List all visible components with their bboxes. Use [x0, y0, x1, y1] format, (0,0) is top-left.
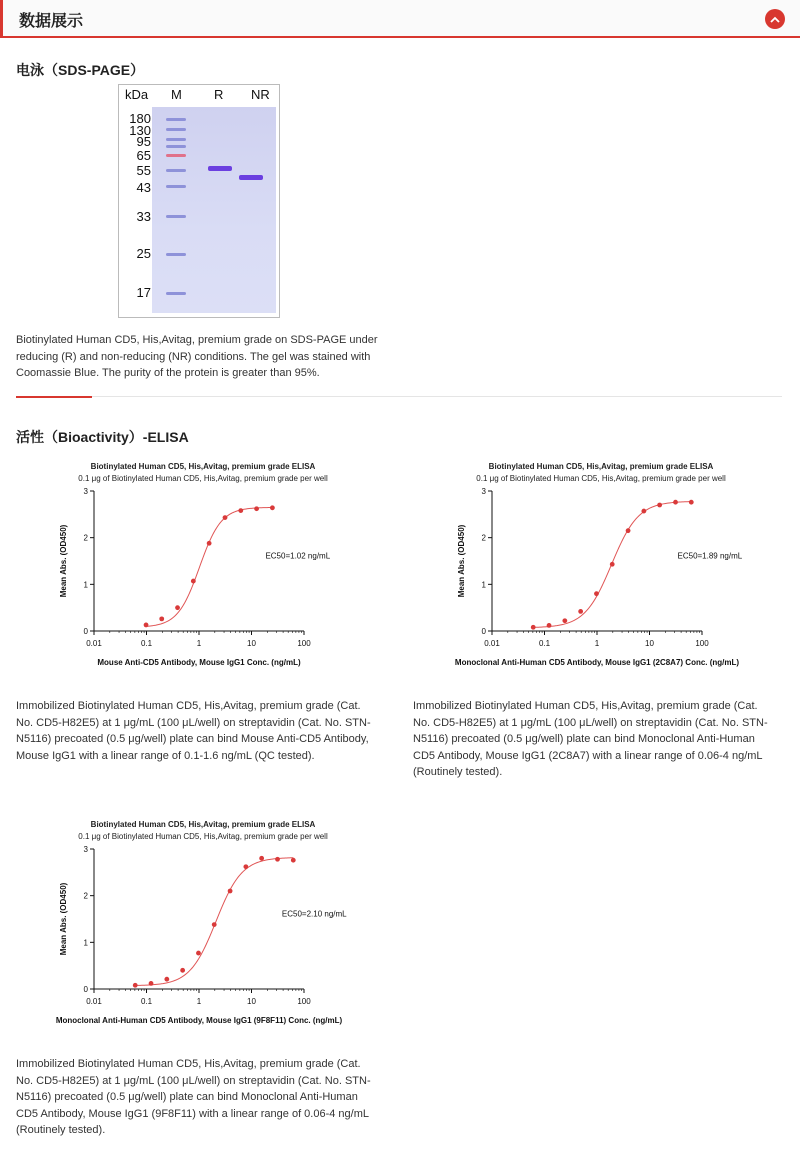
collapse-button[interactable] [765, 9, 785, 29]
y-tick-label: 1 [481, 580, 486, 590]
data-point [275, 857, 280, 862]
y-tick-label: 3 [481, 487, 486, 496]
data-point [223, 515, 228, 520]
data-point [243, 864, 248, 869]
mw-marker-label: 180 [129, 111, 151, 126]
x-tick-label: 0.1 [140, 997, 153, 1006]
ec50-annotation: EC50=2.10 ng/mL [281, 909, 347, 919]
chart-subtitle: 0.1 μg of Biotinylated Human CD5, His,Avitag, premium grade per well [78, 474, 328, 483]
mw-marker-label: 33 [136, 209, 151, 224]
caption-line: Coomassie Blue. The purity of the protein is greater than 95%. [16, 367, 320, 379]
y-tick-label: 2 [83, 533, 88, 543]
caption-line: N5116) precoated (0.5 μg/well) plate can bind Mouse Anti-CD5 Antibody, [16, 733, 369, 745]
x-tick-label: 1 [196, 997, 202, 1006]
elisa-caption-3 [16, 1056, 371, 1139]
y-tick-label: 0 [83, 985, 88, 994]
gel-lane-m-label: M [171, 87, 182, 102]
data-point [689, 500, 694, 505]
y-tick-label: 1 [83, 580, 88, 590]
y-tick-label: 3 [83, 487, 88, 496]
caption-line: N5116) precoated (0.5 μg/well) plate can bind Monoclonal Anti-Human [16, 1091, 358, 1103]
x-tick-label: 100 [695, 639, 709, 648]
ladder-band [166, 215, 186, 218]
gel-lanes [152, 107, 276, 313]
data-point [610, 562, 615, 567]
x-axis-label: Mouse Anti-CD5 Antibody, Mouse IgG1 Conc. (ng/mL) [97, 658, 301, 667]
fit-curve [135, 858, 293, 986]
mw-marker-label: 17 [136, 285, 151, 300]
ladder-band [166, 138, 186, 141]
data-point [144, 623, 149, 628]
reduced-sample-band [208, 166, 232, 171]
ladder-band [166, 185, 186, 188]
chevron-up-icon [770, 16, 780, 23]
data-point [578, 609, 583, 614]
section-title: 数据展示 [19, 13, 84, 30]
mw-marker-label: 65 [136, 148, 151, 163]
y-axis-label: Mean Abs. (OD450) [59, 882, 68, 956]
data-point [180, 968, 185, 973]
data-point [149, 981, 154, 986]
ladder-band [166, 145, 186, 148]
y-tick-label: 2 [481, 533, 486, 543]
data-point [133, 983, 138, 988]
caption-line: Immobilized Biotinylated Human CD5, His,Avitag, premium grade (Cat. [413, 700, 758, 712]
data-point [159, 616, 164, 621]
data-point [254, 506, 259, 511]
data-point [164, 977, 169, 982]
non-reduced-sample-band [239, 175, 263, 180]
data-point [191, 579, 196, 584]
ladder-band [166, 118, 186, 121]
mw-marker-label: 95 [136, 134, 151, 149]
y-tick-label: 0 [481, 627, 486, 636]
ec50-annotation: EC50=1.89 ng/mL [677, 551, 743, 561]
y-axis-label: Mean Abs. (OD450) [457, 524, 466, 598]
x-tick-label: 0.1 [538, 639, 551, 648]
data-point [291, 858, 296, 863]
elisa-chart-1 [40, 458, 350, 678]
caption-line: (Routinely tested). [413, 766, 503, 778]
elisa-chart-2 [438, 458, 758, 678]
x-tick-label: 10 [247, 639, 256, 648]
x-tick-label: 10 [645, 639, 654, 648]
mw-marker-label: 55 [136, 163, 151, 178]
y-tick-label: 2 [83, 891, 88, 901]
data-point [270, 505, 275, 510]
data-point [594, 591, 599, 596]
caption-line: CD5 Antibody, Mouse IgG1 (2C8A7) with a linear range of 0.06-4 ng/mL [413, 749, 763, 762]
x-tick-label: 1 [594, 639, 600, 648]
chart-title: Biotinylated Human CD5, His,Avitag, premium grade ELISA [90, 820, 316, 829]
ladder-band [166, 128, 186, 131]
data-point [196, 951, 201, 956]
ladder-band [166, 253, 186, 256]
elisa-chart-3 [40, 816, 370, 1036]
section-header [0, 0, 800, 38]
chart-subtitle: 0.1 μg of Biotinylated Human CD5, His,Avitag, premium grade per well [78, 832, 328, 841]
caption-line: No. CD5-H82E5) at 1 μg/mL (100 μL/well) on streptavidin (Cat. No. STN- [16, 716, 371, 729]
x-tick-label: 1 [196, 639, 202, 648]
data-point [238, 508, 243, 513]
fit-curve [146, 507, 272, 626]
mw-marker-label: 43 [136, 180, 151, 195]
chart-title: Biotinylated Human CD5, His,Avitag, premium grade ELISA [90, 462, 316, 471]
data-point [212, 922, 217, 927]
ladder-band [166, 154, 186, 157]
sds-page-caption [16, 332, 378, 382]
data-point [259, 856, 264, 861]
elisa-caption-1 [16, 698, 371, 764]
y-tick-label: 0 [83, 627, 88, 636]
sds-page-heading: 电泳（SDS-PAGE） [16, 62, 145, 78]
caption-line: (Routinely tested). [16, 1124, 106, 1136]
x-tick-label: 0.01 [86, 639, 102, 648]
data-point [657, 503, 662, 508]
data-point [228, 889, 233, 894]
gel-lane-r-label: R [214, 87, 224, 102]
chart-title: Biotinylated Human CD5, His,Avitag, premium grade ELISA [488, 462, 714, 471]
caption-line: No. CD5-H82E5) at 1 μg/mL (100 μL/well) on streptavidin (Cat. No. STN- [16, 1074, 371, 1087]
x-tick-label: 100 [297, 639, 311, 648]
caption-line: Biotinylated Human CD5, His,Avitag, premium grade on SDS-PAGE under [16, 334, 378, 346]
data-point [641, 509, 646, 514]
sds-page-gel [118, 84, 280, 318]
caption-line: reducing (R) and non-reducing (NR) conditions. The gel was stained with [16, 350, 371, 363]
ladder-band [166, 169, 186, 172]
x-tick-label: 100 [297, 997, 311, 1006]
data-point [207, 541, 212, 546]
gel-lane-nr-label: NR [251, 87, 270, 102]
caption-line: N5116) precoated (0.5 μg/well) plate can bind Monoclonal Anti-Human [413, 733, 755, 745]
x-axis-label: Monoclonal Anti-Human CD5 Antibody, Mouse IgG1 (9F8F11) Conc. (ng/mL) [55, 1016, 343, 1025]
mw-marker-label: 25 [136, 246, 151, 261]
y-axis-label: Mean Abs. (OD450) [59, 524, 68, 598]
caption-line: Immobilized Biotinylated Human CD5, His,Avitag, premium grade (Cat. [16, 700, 361, 712]
caption-line: Immobilized Biotinylated Human CD5, His,Avitag, premium grade (Cat. [16, 1058, 361, 1070]
elisa-heading: 活性（Bioactivity）-ELISA [16, 429, 189, 445]
caption-line: Mouse IgG1 with a linear range of 0.1-1.6 ng/mL (QC tested). [16, 749, 315, 762]
y-tick-label: 3 [83, 845, 88, 854]
chart-subtitle: 0.1 μg of Biotinylated Human CD5, His,Avitag, premium grade per well [476, 474, 726, 483]
elisa-caption-2 [413, 698, 768, 781]
x-tick-label: 0.01 [484, 639, 500, 648]
x-tick-label: 0.01 [86, 997, 102, 1006]
ladder-band [166, 292, 186, 295]
x-tick-label: 10 [247, 997, 256, 1006]
y-tick-label: 1 [83, 938, 88, 948]
data-point [547, 623, 552, 628]
data-point [531, 625, 536, 630]
x-axis-label: Monoclonal Anti-Human CD5 Antibody, Mouse IgG1 (2C8A7) Conc. (ng/mL) [454, 658, 740, 667]
data-point [673, 500, 678, 505]
ec50-annotation: EC50=1.02 ng/mL [265, 551, 331, 561]
data-point [175, 605, 180, 610]
section-divider [16, 396, 782, 397]
caption-line: No. CD5-H82E5) at 1 μg/mL (100 μL/well) on streptavidin (Cat. No. STN- [413, 716, 768, 729]
mw-marker-label: 130 [129, 123, 151, 138]
section-divider-accent [16, 396, 92, 398]
gel-kda-label: kDa [125, 87, 149, 102]
x-tick-label: 0.1 [140, 639, 153, 648]
caption-line: CD5 Antibody, Mouse IgG1 (9F8F11) with a linear range of 0.06-4 ng/mL [16, 1107, 369, 1120]
data-point [562, 618, 567, 623]
data-point [626, 528, 631, 533]
